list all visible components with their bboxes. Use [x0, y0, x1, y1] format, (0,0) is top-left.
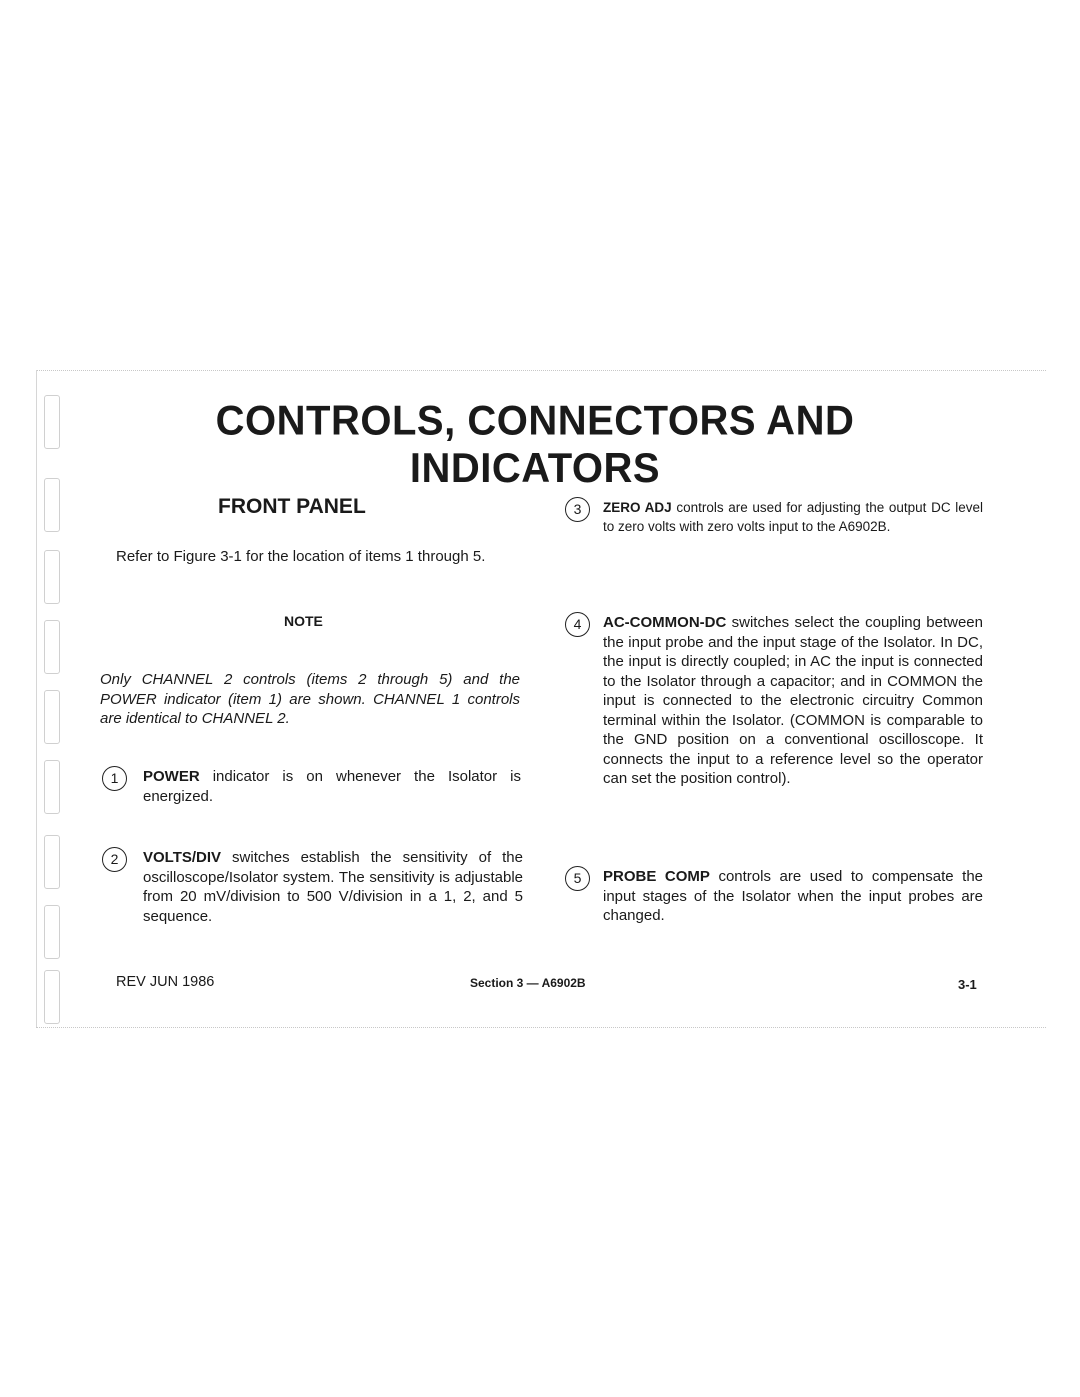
item-description: switches establish the sensitivity of the oscilloscope/Isolator system. The sensitivity is adjustable from 20 mV/division to 500 V/division in a 1, 2, and 5 sequence. [143, 849, 523, 925]
section-heading: FRONT PANEL [218, 495, 366, 518]
binder-hole-mark [44, 395, 60, 449]
item-probe-comp [603, 867, 983, 926]
item-number-circle: 5 [565, 866, 590, 891]
item-term: AC-COMMON-DC [603, 614, 727, 631]
binder-hole-mark [44, 550, 60, 604]
item-description: indicator is on whenever the Isolator is energized. [143, 768, 521, 805]
item-term: VOLTS/DIV [143, 849, 222, 866]
scan-border-bottom [36, 1027, 1046, 1028]
page-title: CONTROLS, CONNECTORS AND INDICATORS [215, 397, 855, 492]
scan-border-top [36, 370, 1046, 371]
footer-section: Section 3 — A6902B [470, 976, 586, 990]
item-description: controls are used for adjusting the output DC level to zero volts with zero volts input to the A6902B. [603, 500, 983, 534]
item-number-circle: 1 [102, 766, 127, 791]
item-term: PROBE COMP [603, 868, 710, 885]
item-zero-adj [603, 498, 983, 536]
item-term: POWER [143, 768, 200, 785]
binder-hole-mark [44, 760, 60, 814]
binder-hole-mark [44, 690, 60, 744]
item-number-circle: 4 [565, 612, 590, 637]
scan-border-left [36, 370, 37, 1027]
note-label: NOTE [284, 613, 323, 629]
item-description: controls are used to compensate the input stages of the Isolator when the input probes are changed. [603, 868, 984, 924]
binder-hole-mark [44, 905, 60, 959]
item-volts-div [143, 848, 523, 926]
note-text: Only CHANNEL 2 controls (items 2 through 5) and the POWER indicator (item 1) are shown. CHANNEL 1 controls are identical to CHANNEL 2. [100, 671, 520, 727]
item-ac-common-dc [603, 613, 983, 789]
binder-hole-mark [44, 970, 60, 1024]
footer-page-number: 3-1 [958, 977, 977, 992]
item-number-circle: 2 [102, 847, 127, 872]
footer-revision: REV JUN 1986 [116, 974, 215, 990]
intro-paragraph: Refer to Figure 3-1 for the location of items 1 through 5. [116, 548, 486, 565]
binder-hole-mark [44, 478, 60, 532]
item-number-circle: 3 [565, 497, 590, 522]
item-term: ZERO ADJ [603, 500, 672, 515]
binder-hole-mark [44, 620, 60, 674]
item-description: switches select the coupling between the input probe and the input stage of the Isolator. In DC, the input is directly coupled; in AC the input is connected to the Isolator through a capacitor; and in COMMON the input is connected to the electronic circuitry Common terminal within the Isolator. (COMMON is comparable to the GND position on a conventional oscilloscope. It connects the input to a reference level so the operator can set the position control). [603, 614, 983, 787]
item-power [143, 767, 521, 806]
binder-hole-mark [44, 835, 60, 889]
